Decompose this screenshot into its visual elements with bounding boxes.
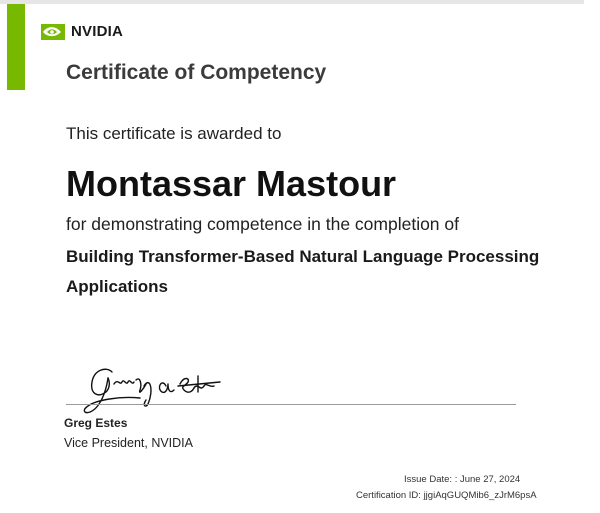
signature-line <box>66 404 516 405</box>
accent-bar <box>7 4 25 90</box>
top-border <box>0 0 584 4</box>
nvidia-logo <box>41 23 123 40</box>
course-title: Building Transformer-Based Natural Language Processing Applications <box>66 247 540 296</box>
issue-date: Issue Date: : June 27, 2024 <box>404 474 521 485</box>
signatory-name: Greg Estes <box>64 416 128 430</box>
recipient-name: Montassar Mastour <box>66 163 397 204</box>
competence-text: for demonstrating competence in the completion of <box>66 214 459 234</box>
certificate-title: Certificate of Competency <box>66 61 327 84</box>
nvidia-eye-icon <box>41 24 65 40</box>
awarded-text: This certificate is awarded to <box>66 124 282 143</box>
signature <box>80 364 230 424</box>
signatory-title: Vice President, NVIDIA <box>64 436 193 450</box>
brand-name: NVIDIA <box>71 23 124 40</box>
certification-id: Certification ID: jjgiAqGUQMib6_zJrM6psA <box>356 490 537 501</box>
